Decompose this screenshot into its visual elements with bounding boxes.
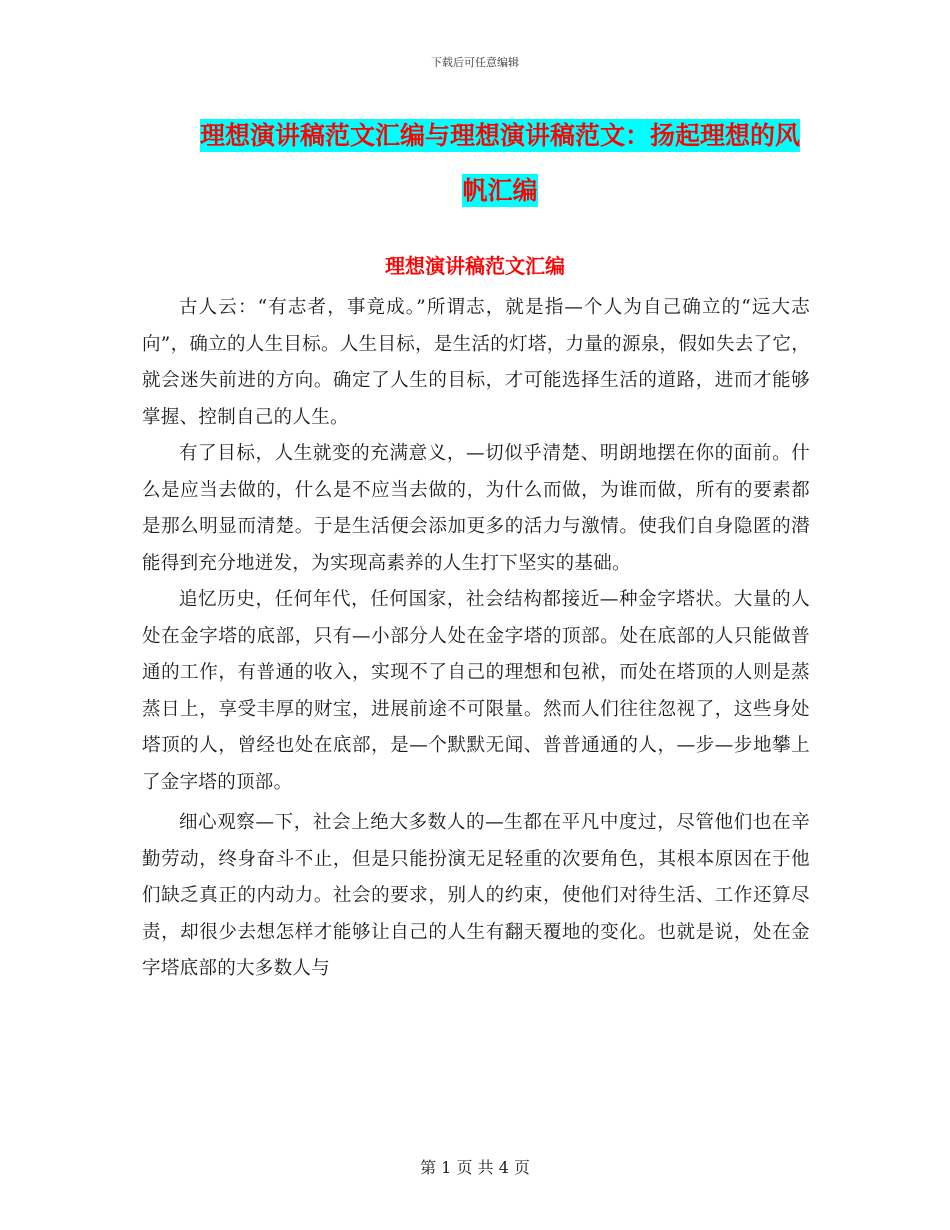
body-text: [142, 290, 810, 988]
document-title-text: 理想演讲稿范文汇编与理想演讲稿范文：扬起理想的风帆汇编: [199, 121, 800, 205]
section-heading: 理想演讲稿范文汇编: [385, 254, 565, 278]
paragraph: 古人云：“有志者，事竟成。”所谓志，就是指—个人为自己确立的“远大志向”，确立的人生目标。人生目标，是生活的灯塔，力量的源泉，假如失去了它，就会迷失前进的方向。确定了人生的目标，才可能选择生活的道路，进而才能够掌握、控制自己的人生。: [142, 297, 810, 428]
paragraph: 细心观察—下，社会上绝大多数人的—生都在平凡中度过，尽管他们也在辛勤劳动，终身奋斗不止，但是只能扮演无足轻重的次要角色，其根本原因在于他们缺乏真正的内动力。社会的要求，别人的约束，使他们对待生活、工作还算尽责，却很少去想怎样才能够让自己的人生有翻天覆地的变化。也就是说，处在金字塔底部的大多数人与: [142, 812, 810, 979]
page-number: 第 1 页 共 4 页: [420, 1158, 530, 1177]
paragraph: 有了目标，人生就变的充满意义，—切似乎清楚、明朗地摆在你的面前。什么是应当去做的，什么是不应当去做的，为什么而做，为谁而做，所有的要素都是那么明显而清楚。于是生活便会添加更多的活力与激情。使我们自身隐匿的潜能得到充分地迸发，为实现高素养的人生打下坚实的基础。: [142, 443, 810, 574]
document-title: [190, 108, 810, 218]
paragraph: 追忆历史，任何年代，任何国家，社会结构都接近—种金字塔状。大量的人处在金字塔的底部，只有—小部分人处在金字塔的顶部。处在底部的人只能做普通的工作，有普通的收入，实现不了自己的理想和包袱，而处在塔顶的人则是蒸蒸日上，享受丰厚的财宝，进展前途不可限量。然而人们往往忽视了，这些身处塔顶的人，曾经也处在底部，是—个默默无闻、普普通通的人，—步—步地攀上了金字塔的顶部。: [142, 589, 810, 793]
header-note: 下载后可任意编辑: [431, 56, 519, 69]
